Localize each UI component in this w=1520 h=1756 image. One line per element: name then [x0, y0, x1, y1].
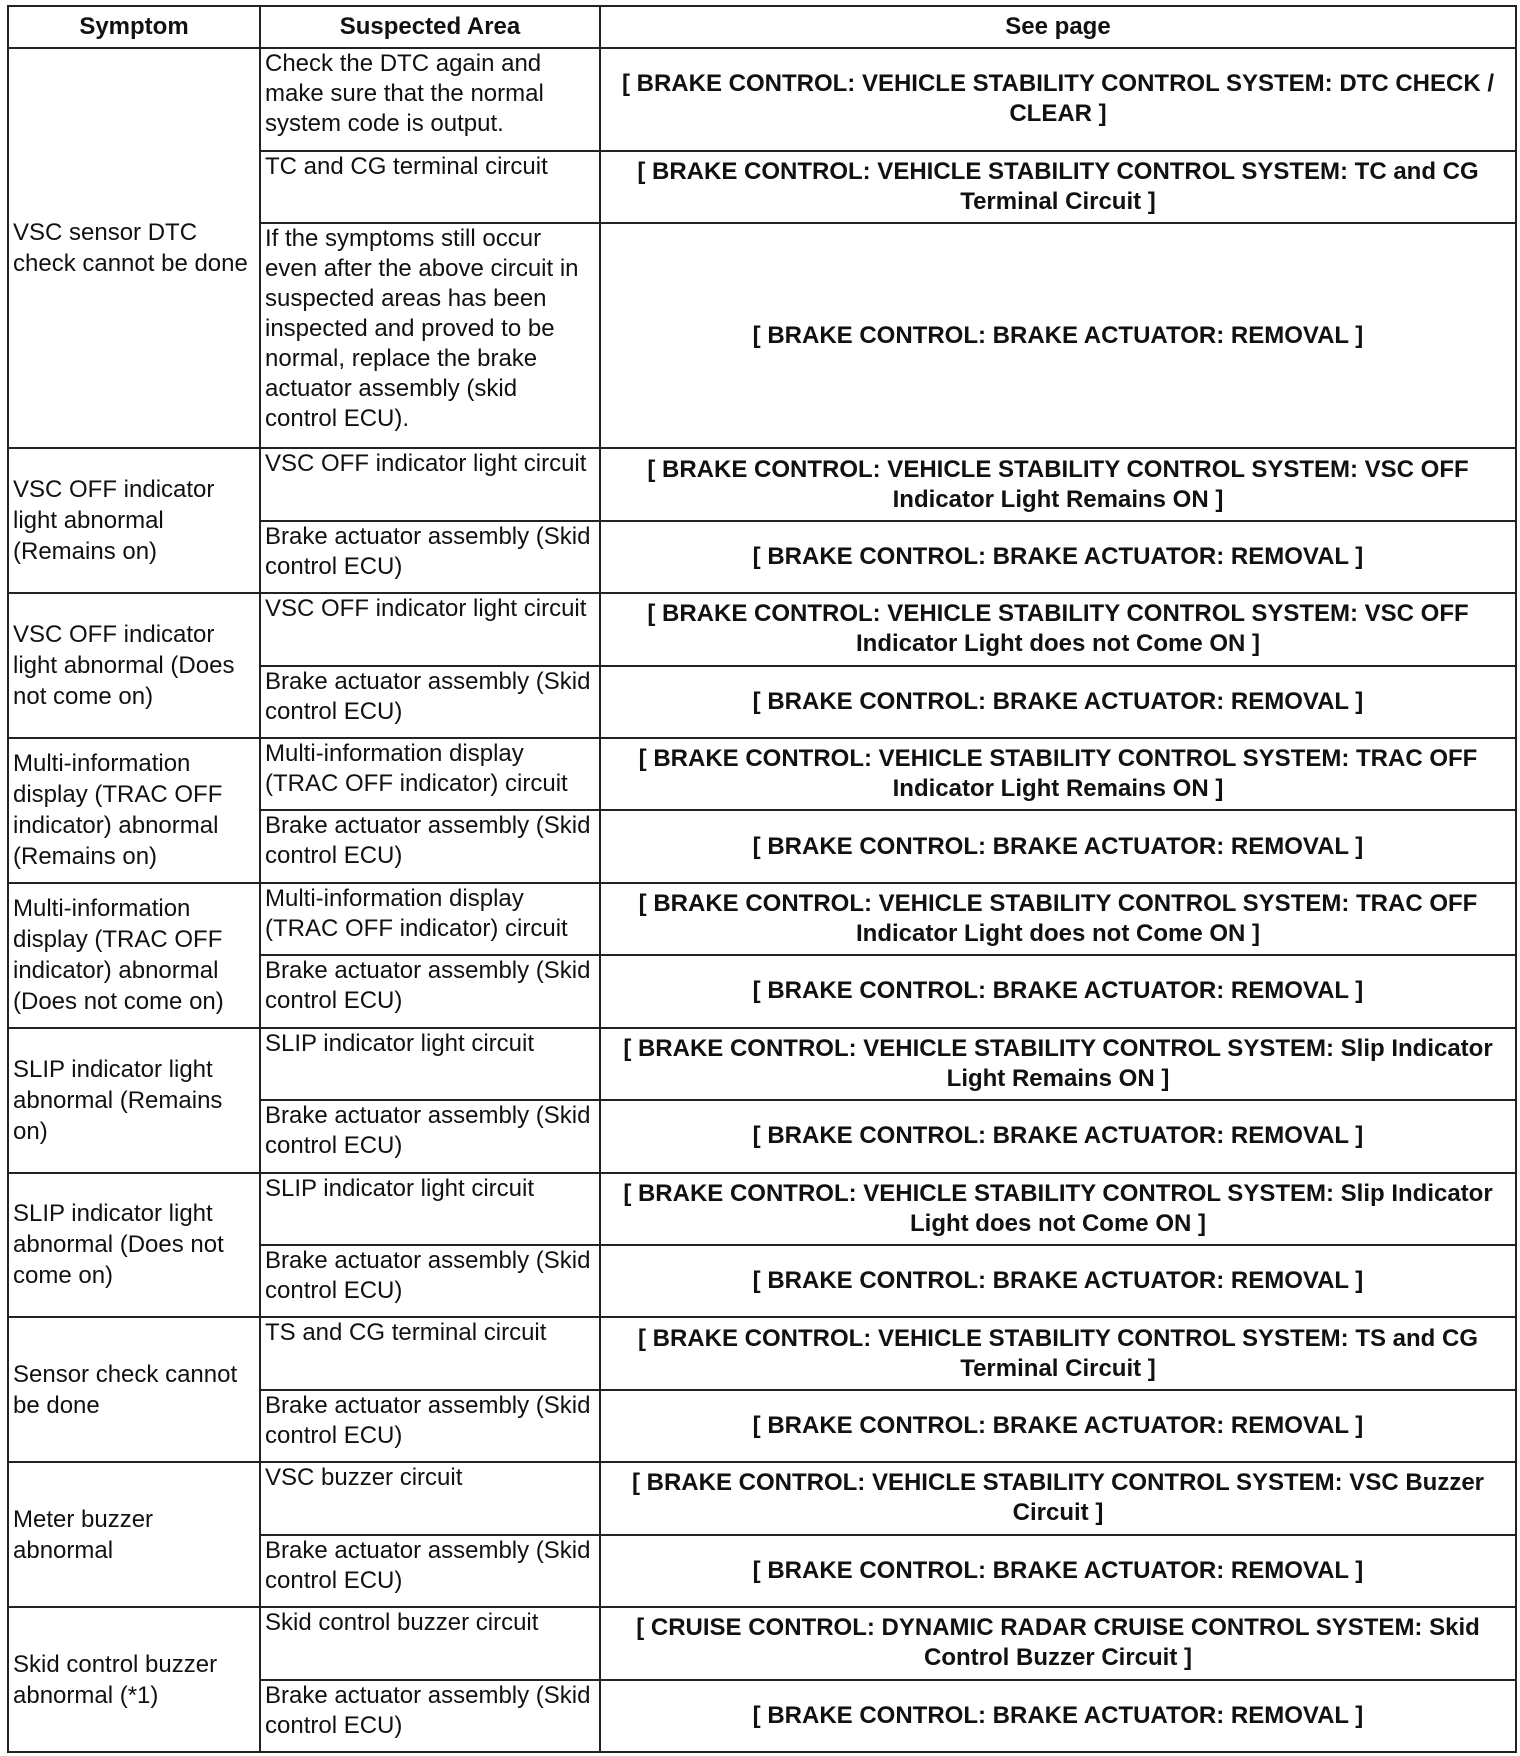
- suspected-area-cell: Brake actuator assembly (Skid control ECU): [260, 521, 600, 593]
- suspected-area-cell: Brake actuator assembly (Skid control ECU): [260, 1100, 600, 1172]
- see-page-link[interactable]: [ BRAKE CONTROL: VEHICLE STABILITY CONTROL SYSTEM: Slip Indicator Light does not Come ON ]: [600, 1173, 1516, 1245]
- see-page-link[interactable]: [ BRAKE CONTROL: BRAKE ACTUATOR: REMOVAL ]: [600, 810, 1516, 882]
- symptom-cell: VSC OFF indicator light abnormal (Does not come on): [8, 593, 260, 738]
- suspected-area-cell: Brake actuator assembly (Skid control ECU): [260, 666, 600, 738]
- see-page-link[interactable]: [ BRAKE CONTROL: VEHICLE STABILITY CONTROL SYSTEM: DTC CHECK / CLEAR ]: [600, 48, 1516, 151]
- see-page-link[interactable]: [ BRAKE CONTROL: BRAKE ACTUATOR: REMOVAL ]: [600, 955, 1516, 1027]
- suspected-area-cell: Multi-information display (TRAC OFF indicator) circuit: [260, 883, 600, 955]
- see-page-link[interactable]: [ BRAKE CONTROL: BRAKE ACTUATOR: REMOVAL ]: [600, 1390, 1516, 1462]
- suspected-area-cell: Multi-information display (TRAC OFF indicator) circuit: [260, 738, 600, 810]
- see-page-link[interactable]: [ BRAKE CONTROL: BRAKE ACTUATOR: REMOVAL ]: [600, 1535, 1516, 1607]
- suspected-area-cell: VSC OFF indicator light circuit: [260, 448, 600, 520]
- see-page-link[interactable]: [ BRAKE CONTROL: BRAKE ACTUATOR: REMOVAL ]: [600, 1680, 1516, 1753]
- suspected-area-cell: Brake actuator assembly (Skid control ECU): [260, 810, 600, 882]
- header-see-page: See page: [600, 6, 1516, 48]
- suspected-area-cell: Check the DTC again and make sure that the normal system code is output.: [260, 48, 600, 151]
- suspected-area-cell: TS and CG terminal circuit: [260, 1317, 600, 1389]
- suspected-area-cell: Brake actuator assembly (Skid control ECU): [260, 1245, 600, 1317]
- suspected-area-cell: Brake actuator assembly (Skid control ECU): [260, 1535, 600, 1607]
- header-row: [8, 6, 1516, 48]
- symptom-cell: Multi-information display (TRAC OFF indicator) abnormal (Remains on): [8, 738, 260, 883]
- table-row: [8, 48, 1516, 151]
- suspected-area-cell: SLIP indicator light circuit: [260, 1028, 600, 1100]
- symptom-cell: VSC sensor DTC check cannot be done: [8, 48, 260, 448]
- suspected-area-cell: If the symptoms still occur even after the above circuit in suspected areas has been inspected and proved to be normal, replace the brake actuator assembly (skid control ECU).: [260, 223, 600, 448]
- see-page-link[interactable]: [ CRUISE CONTROL: DYNAMIC RADAR CRUISE CONTROL SYSTEM: Skid Control Buzzer Circuit ]: [600, 1607, 1516, 1679]
- table-row: [8, 883, 1516, 955]
- see-page-link[interactable]: [ BRAKE CONTROL: VEHICLE STABILITY CONTROL SYSTEM: TRAC OFF Indicator Light Remains ON ]: [600, 738, 1516, 810]
- symptom-cell: Sensor check cannot be done: [8, 1317, 260, 1462]
- table-row: [8, 1607, 1516, 1679]
- see-page-link[interactable]: [ BRAKE CONTROL: VEHICLE STABILITY CONTROL SYSTEM: Slip Indicator Light Remains ON ]: [600, 1028, 1516, 1100]
- table-row: [8, 593, 1516, 665]
- table-row: [8, 1173, 1516, 1245]
- symptom-cell: SLIP indicator light abnormal (Does not come on): [8, 1173, 260, 1318]
- suspected-area-cell: TC and CG terminal circuit: [260, 151, 600, 223]
- suspected-area-cell: Brake actuator assembly (Skid control ECU): [260, 955, 600, 1027]
- table-row: [8, 1462, 1516, 1534]
- symptom-cell: Skid control buzzer abnormal (*1): [8, 1607, 260, 1752]
- symptom-cell: Meter buzzer abnormal: [8, 1462, 260, 1607]
- symptom-cell: Multi-information display (TRAC OFF indicator) abnormal (Does not come on): [8, 883, 260, 1028]
- table-row: [8, 1028, 1516, 1100]
- see-page-link[interactable]: [ BRAKE CONTROL: BRAKE ACTUATOR: REMOVAL ]: [600, 1100, 1516, 1172]
- suspected-area-cell: Skid control buzzer circuit: [260, 1607, 600, 1679]
- see-page-link[interactable]: [ BRAKE CONTROL: BRAKE ACTUATOR: REMOVAL ]: [600, 666, 1516, 738]
- see-page-link[interactable]: [ BRAKE CONTROL: VEHICLE STABILITY CONTROL SYSTEM: VSC OFF Indicator Light Remains ON ]: [600, 448, 1516, 520]
- table-row: [8, 1317, 1516, 1389]
- suspected-area-cell: SLIP indicator light circuit: [260, 1173, 600, 1245]
- suspected-area-cell: VSC OFF indicator light circuit: [260, 593, 600, 665]
- see-page-link[interactable]: [ BRAKE CONTROL: VEHICLE STABILITY CONTROL SYSTEM: VSC Buzzer Circuit ]: [600, 1462, 1516, 1534]
- see-page-link[interactable]: [ BRAKE CONTROL: BRAKE ACTUATOR: REMOVAL ]: [600, 521, 1516, 593]
- table-row: [8, 738, 1516, 810]
- symptom-cell: VSC OFF indicator light abnormal (Remains on): [8, 448, 260, 593]
- table-row: [8, 448, 1516, 520]
- header-suspected-area: Suspected Area: [260, 6, 600, 48]
- suspected-area-cell: Brake actuator assembly (Skid control ECU): [260, 1680, 600, 1753]
- see-page-link[interactable]: [ BRAKE CONTROL: VEHICLE STABILITY CONTROL SYSTEM: TC and CG Terminal Circuit ]: [600, 151, 1516, 223]
- symptom-cell: SLIP indicator light abnormal (Remains on): [8, 1028, 260, 1173]
- suspected-area-cell: VSC buzzer circuit: [260, 1462, 600, 1534]
- see-page-link[interactable]: [ BRAKE CONTROL: BRAKE ACTUATOR: REMOVAL ]: [600, 223, 1516, 448]
- see-page-link[interactable]: [ BRAKE CONTROL: VEHICLE STABILITY CONTROL SYSTEM: TRAC OFF Indicator Light does not Come ON ]: [600, 883, 1516, 955]
- see-page-link[interactable]: [ BRAKE CONTROL: BRAKE ACTUATOR: REMOVAL ]: [600, 1245, 1516, 1317]
- suspected-area-cell: Brake actuator assembly (Skid control ECU): [260, 1390, 600, 1462]
- see-page-link[interactable]: [ BRAKE CONTROL: VEHICLE STABILITY CONTROL SYSTEM: TS and CG Terminal Circuit ]: [600, 1317, 1516, 1389]
- header-symptom: Symptom: [8, 6, 260, 48]
- see-page-link[interactable]: [ BRAKE CONTROL: VEHICLE STABILITY CONTROL SYSTEM: VSC OFF Indicator Light does not Come ON ]: [600, 593, 1516, 665]
- symptom-table: [7, 5, 1517, 1753]
